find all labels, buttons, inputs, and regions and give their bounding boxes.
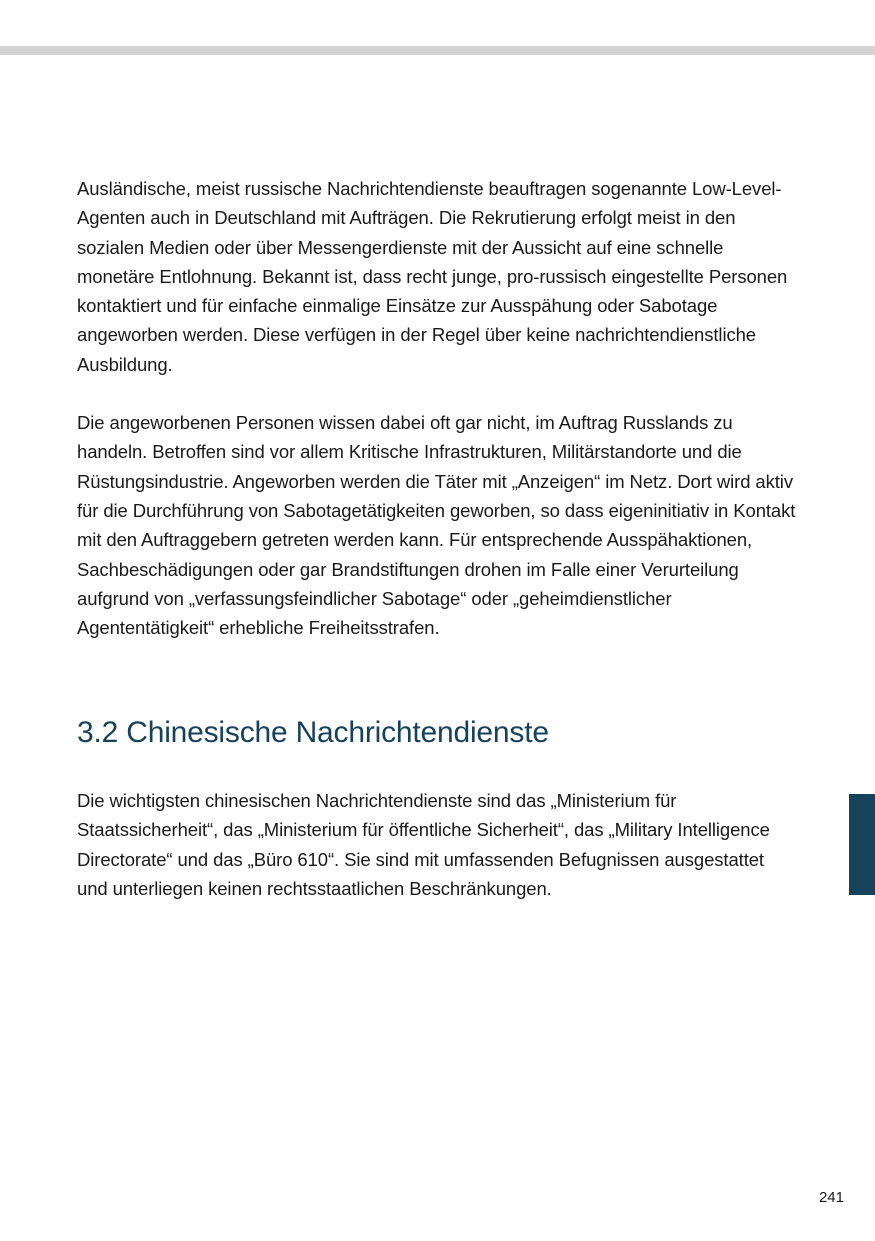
paragraph-chinese-services: Die wichtigsten chinesischen Nachrichtendienste sind das „Ministerium für Staatssicherheit“, das „Ministerium für öffentliche Sicherheit“, das „Military Intelligence Directorate“ und das „Büro 610“. Sie sind mit umfassenden Befugnissen ausgestattet und unterliegen keinen rechtsstaatlichen Beschränkungen.: [77, 790, 770, 899]
paragraph-low-level-agents: Ausländische, meist russische Nachrichtendienste beauftragen sogenannte Low-Level-Agenten auch in Deutschland mit Aufträgen. Die Rekrutierung erfolgt meist in den sozialen Medien oder über Messengerdienste mit der Aussicht auf eine schnelle monetäre Entlohnung. Bekannt ist, dass recht junge, pro-russisch eingestellte Personen kontaktiert und für einfache einmalige Einsätze zur Ausspähung oder Sabotage angeworben werden. Diese verfügen in der Regel über keine nachrichtendienstliche Ausbildung.: [77, 178, 788, 375]
page-number: 241: [818, 1189, 844, 1206]
paragraph-recruitment: Die angeworbenen Personen wissen dabei oft gar nicht, im Auftrag Russlands zu handeln. Betroffen sind vor allem Kritische Infrastrukturen, Militärstandorte und die Rüstungsindustrie. Angeworben werden die Täter mit „Anzeigen“ im Netz. Dort wird aktiv für die Durchführung von Sabotagetätigkeiten geworben, so dass eigeninitiativ in Kontakt mit den Auftraggebern getreten werden kann. Für entsprechende Ausspähaktionen, Sachbeschädigungen oder gar Brandstiftungen drohen im Falle einer Verurteilung aufgrund von „verfassungsfeindlicher Sabotage“ oder „geheimdienstlicher Agententätigkeit“ erhebliche Freiheitsstrafen.: [77, 412, 796, 639]
chapter-side-tab: [849, 794, 875, 895]
section-body: [77, 786, 797, 903]
body-text: [77, 174, 797, 642]
section-heading: 3.2 Chinesische Nachrichtendienste: [77, 716, 549, 749]
top-rule: [0, 46, 875, 55]
